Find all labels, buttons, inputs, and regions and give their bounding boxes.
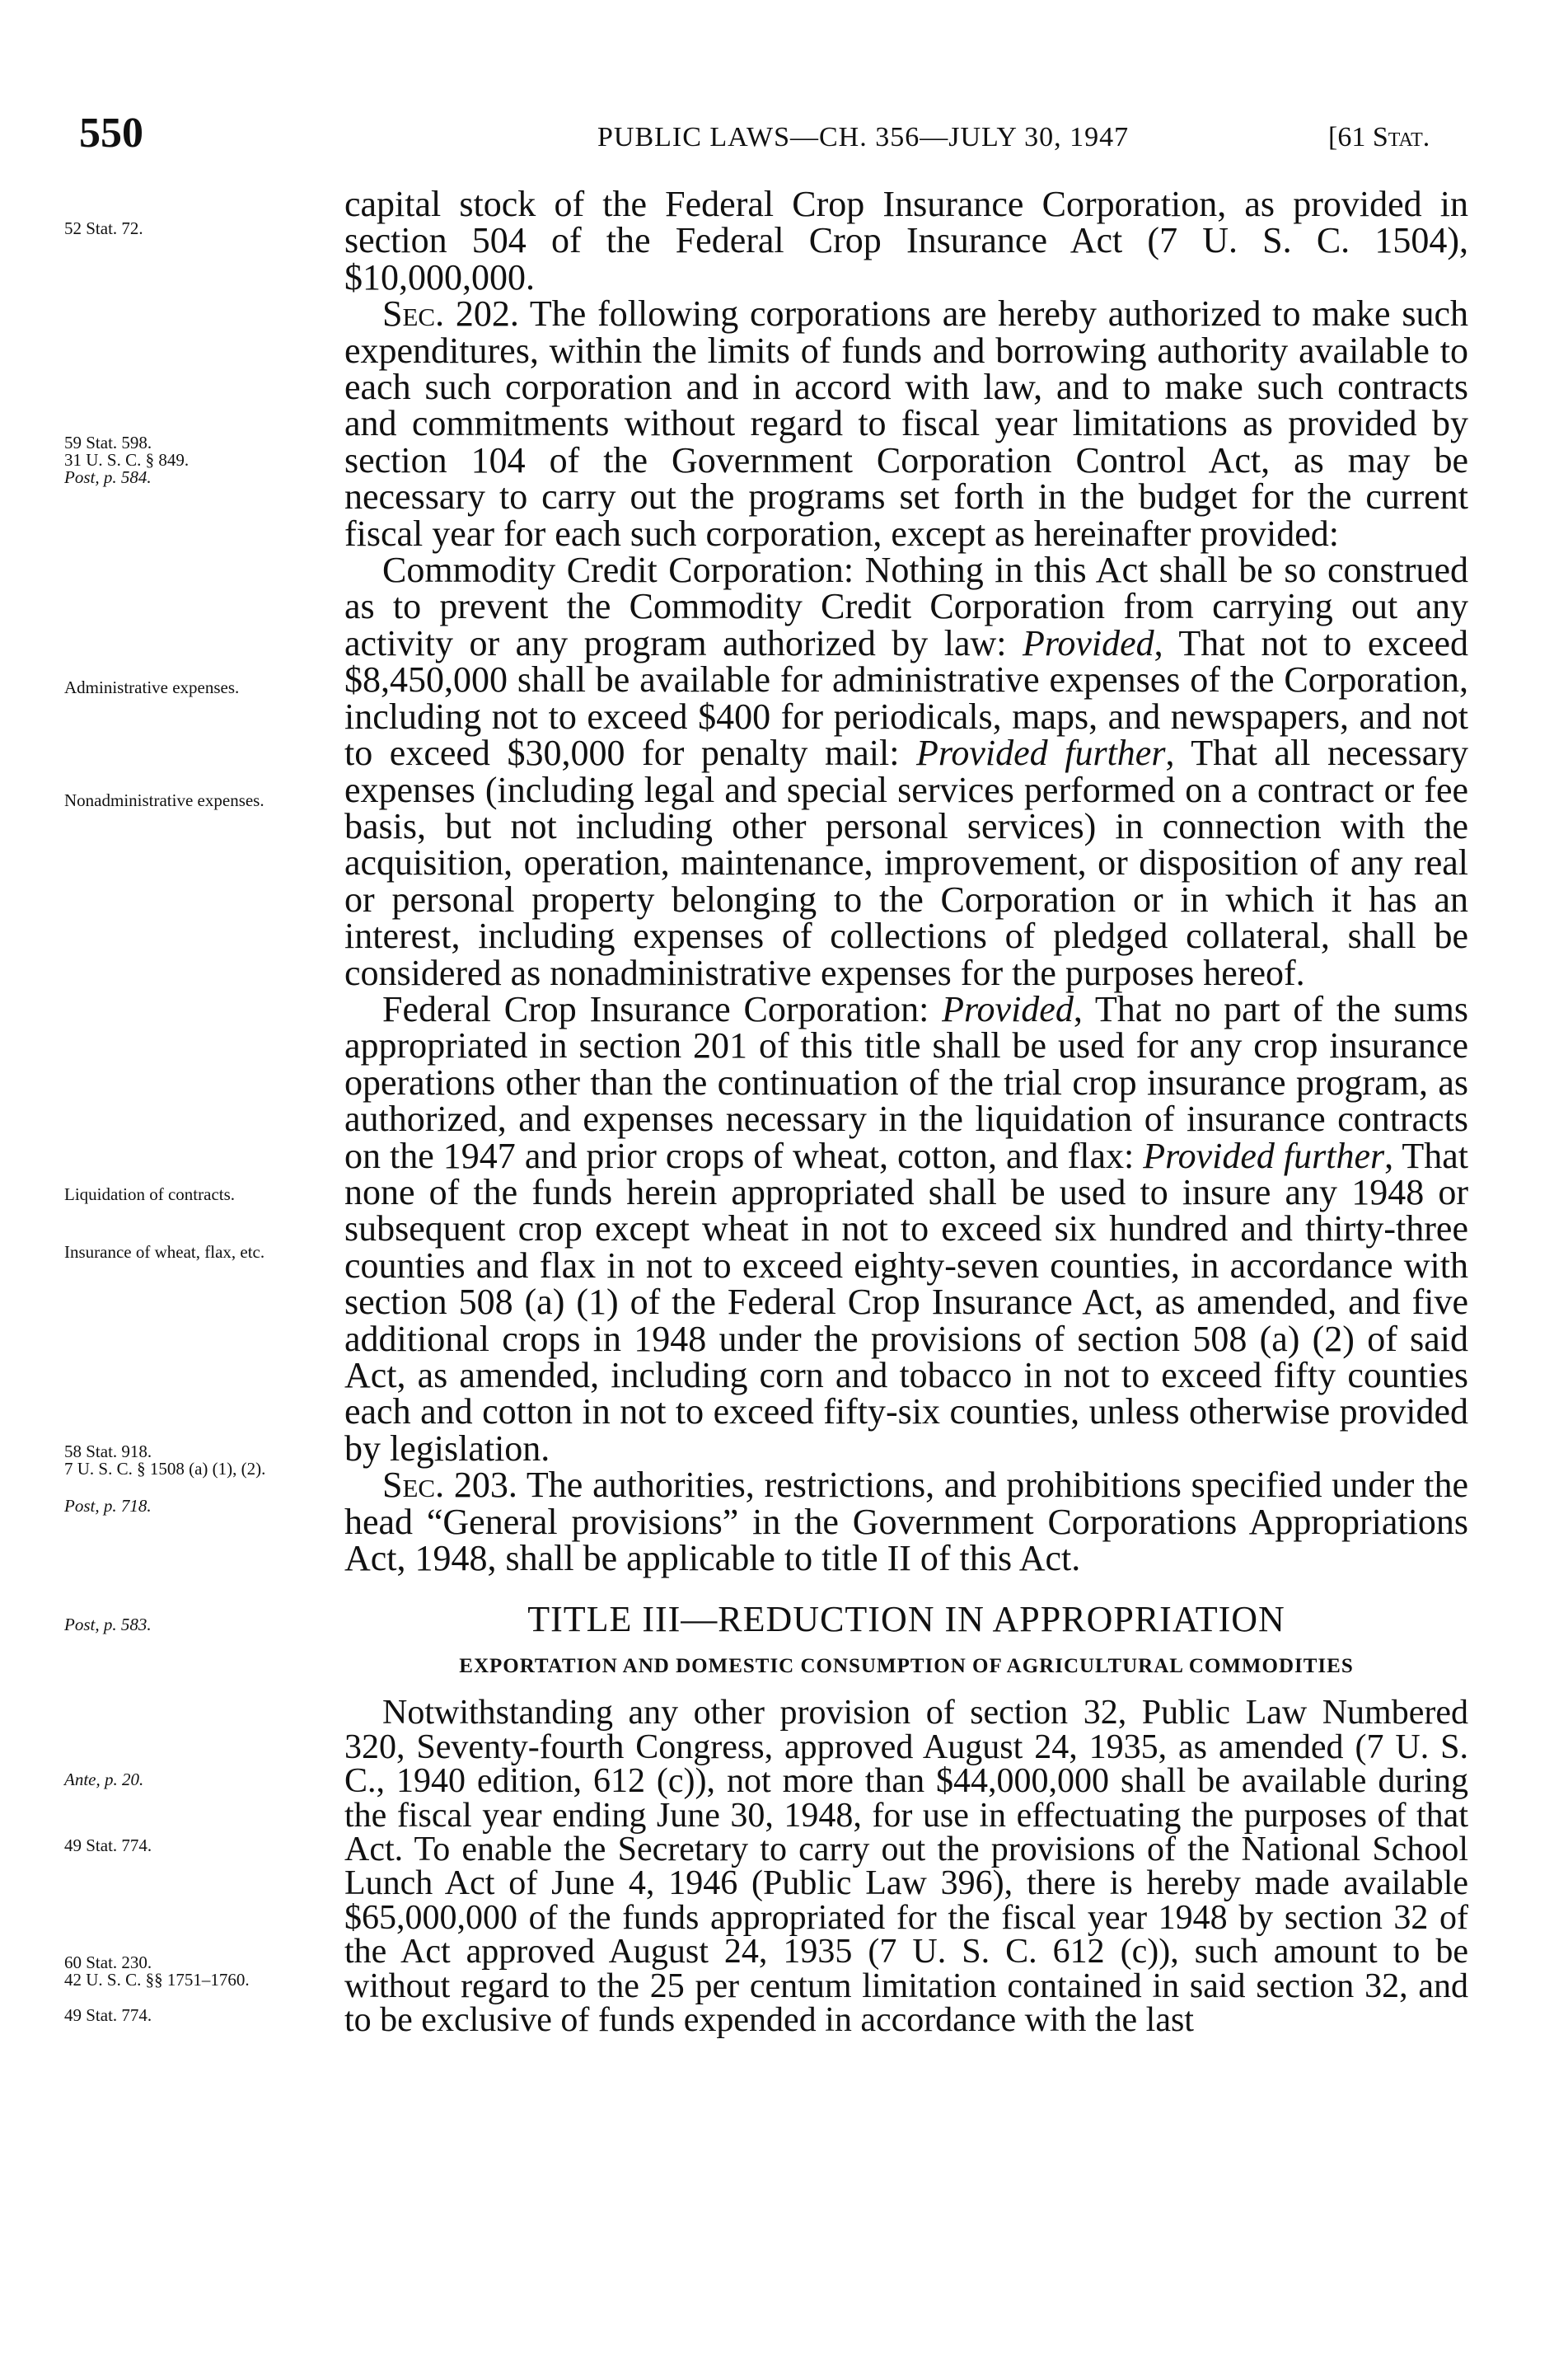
paragraph: capital stock of the Federal Crop Insurance Corporation, as provided in section 504 of the Federal Crop Insurance Act (7 U. S. C. 1504), $10,000,000. [344,184,1468,298]
proviso: Provided [942,988,1074,1029]
margin-notes [0,0,338,2358]
paragraph [344,988,1469,1469]
margin-note: 42 U. S. C. §§ 1751–1760. [64,1970,250,1990]
running-head: PUBLIC LAWS—CH. 356—JULY 30, 1947 [597,122,1130,152]
margin-note: Ante, p. 20. [64,1770,144,1789]
paragraph-text: 202. The following corporations are hereby authorized to make such expenditures, within the limits of funds and borrowing authority available to each such corporation and in accord with law, and to make such contracts and commitments without regard to fiscal year limitations as provided by section 104 of the Government Corporation Control Act, as may be necessary to carry out the programs set forth in the budget for the current fiscal year for each such corporation, except as hereinafter provided: [344,293,1468,554]
paragraph [344,552,1468,991]
paragraph-text: 203. The authorities, restrictions, and prohibitions specified under the head “General provisions” in the Government Corporations Appropriations Act, 1948, shall be applicable to title II of this Act. [344,1465,1468,1579]
margin-note: 58 Stat. 918. [64,1442,152,1461]
statute-reference-bracket: [61 [1328,122,1373,152]
margin-note: Post, p. 718. [64,1496,152,1516]
paragraph: Notwithstanding any other provision of section 32, Public Law Numbered 320, Seventy-fourth Congress, approved August 24, 1935, as amended (7 U. S. C., 1940 edition, 612 (c)), not more than $44,000,000 shall be available during the fiscal year ending June 30, 1948, for use in effectuating the purposes of that Act. To enable the Secretary to carry out the provisions of the National School Lunch Act of June 4, 1946 (Public Law 396), there is hereby made available $65,000,000 of the funds appropriated for the fiscal year 1948 by section 32 of the Act approved August 24, 1935 (7 U. S. C. 612 (c)), such amount to be without regard to the 25 per centum limitation contained in said section 32, and to be exclusive of funds expended in accordance with the last [344,1694,1468,2040]
margin-note: Insurance of wheat, flax, etc. [64,1242,265,1262]
margin-note: 31 U. S. C. § 849. [64,450,190,470]
margin-note: 52 Stat. 72. [64,218,143,238]
paragraph-text: , That all necessary expenses (including legal and special services performed on a contract or fee basis, but not including other personal services) in connection with the acquisition, operation, maintenance, improvement, or disposition of any real or personal property belonging to the Corporation or in which it has an interest, including expenses of collections of pledged collateral, shall be considered as nonadministrative expenses for the purposes hereof. [344,733,1468,993]
paragraph-text: , That no part of the sums appropriated in section 201 of this title shall be used for any crop insurance operations other than the continuation of the trial crop insurance program, as authorized, and expenses necessary in the liquidation of insurance contracts on the 1947 and prior crops of wheat, cotton, and flax: [344,988,1468,1176]
statute-reference-word: Stat. [1372,122,1430,152]
proviso: Provided further [1143,1135,1385,1176]
paragraph-text: , That none of the funds herein appropriated shall be used to insure any 1948 or subsequent crop except wheat in not to exceed six hundred and thirty-three counties and flax in not to exceed eighty-seven counties, in accordance with section 508 (a) (1) of the Federal Crop Insurance Act, as amended, and five additional crops in 1948 under the provisions of section 508 (a) (2) of said Act, as amended, including corn and tobacco in not to exceed fifty counties each and cotton in not to exceed fifty-six counties, unless otherwise provided by legislation. [344,1135,1469,1469]
margin-note: 49 Stat. 774. [64,2005,152,2025]
statute-reference [1328,122,1430,153]
paragraph [344,1467,1468,1577]
page-number: 550 [79,110,143,157]
margin-note: 7 U. S. C. § 1508 (a) (1), (2). [64,1459,266,1479]
paragraph-text: , That not to exceed $8,450,000 shall be available for administrative expenses of the Corporation, including not to exceed $400 for periodicals, maps, and newspapers, and not to exceed $30,000 for penalty mail: [344,622,1469,774]
paragraph-text: Commodity Credit Corporation: Nothing in this Act shall be so construed as to prevent the Commodity Credit Corporation from carrying out any activity or any program authorized by law: [344,550,1468,663]
section-label: Sec. [382,293,445,335]
paragraph-text: Federal Crop Insurance Corporation: [382,988,943,1029]
section-label: Sec. [382,1465,445,1506]
margin-note: Administrative expenses. [64,677,240,697]
margin-note: Nonadministrative expenses. [64,790,264,810]
title-heading: TITLE III—REDUCTION IN APPROPRIATION [527,1599,1285,1640]
proviso: Provided [1023,622,1154,663]
margin-note: 59 Stat. 598. [64,433,152,452]
margin-note: Liquidation of contracts. [64,1184,236,1204]
margin-note: 49 Stat. 774. [64,1835,152,1855]
margin-note: Post, p. 584. [64,467,152,487]
main-text [344,186,1468,2038]
margin-note: 60 Stat. 230. [64,1952,152,1972]
proviso: Provided further [916,733,1166,774]
paragraph [344,293,1468,554]
subheading: EXPORTATION AND DOMESTIC CONSUMPTION OF AGRICULTURAL COMMODITIES [459,1655,1354,1678]
margin-note: Post, p. 583. [64,1615,152,1634]
